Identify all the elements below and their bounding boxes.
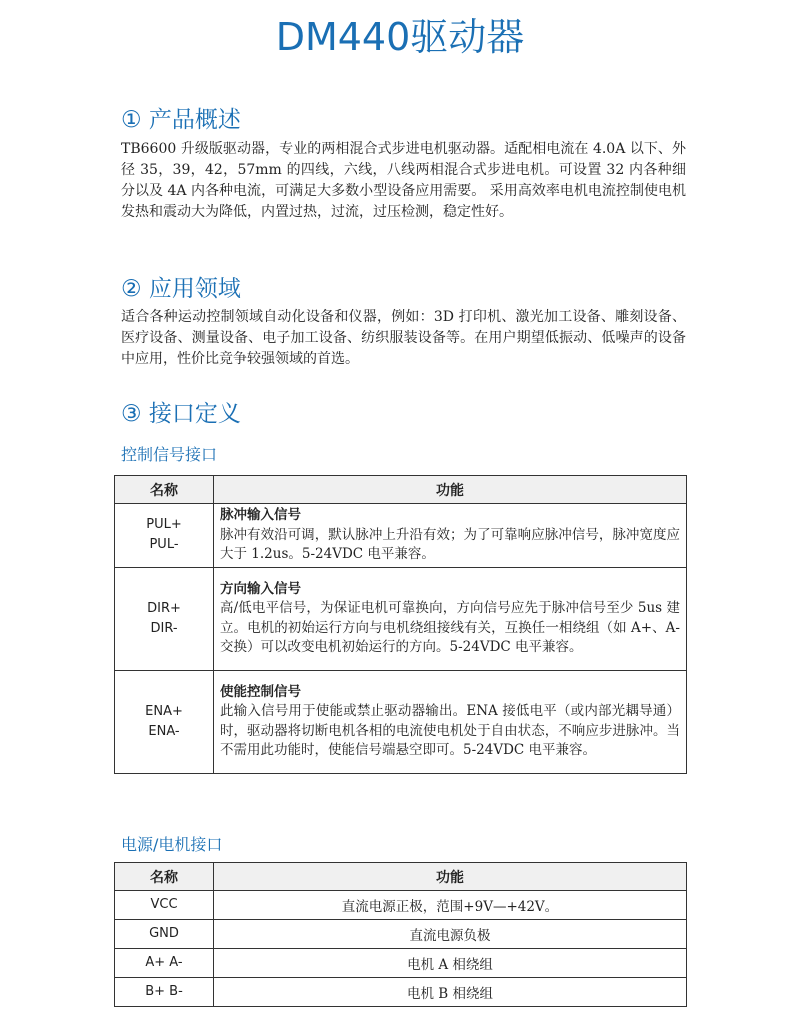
signal-title: 使能控制信号 <box>220 683 301 700</box>
table-row <box>115 949 687 978</box>
signal-function-cell <box>214 567 687 670</box>
signal-title: 方向输入信号 <box>220 580 301 597</box>
signal-name-negative: PUL- <box>149 537 179 553</box>
table-row <box>115 670 687 773</box>
signal-name-cell <box>115 670 214 773</box>
signal-function-cell <box>214 670 687 773</box>
signal-description: 脉冲有效沿可调，默认脉冲上升沿有效；为了可靠响应脉冲信号，脉冲宽度应大于 1.2us。5-24VDC 电平兼容。 <box>220 526 680 563</box>
signal-name-positive: ENA+ <box>145 703 183 719</box>
signal-description: 高/低电平信号，为保证电机可靠换向，方向信号应先于脉冲信号至少 5us 建立。电机的初始运行方向与电机绕组接线有关，互换任一相绕组（如 A+、A-交换）可以改变电机初始运行的方向。5-24VDC 电平兼容。 <box>220 600 680 656</box>
signal-title: 脉冲输入信号 <box>220 507 301 523</box>
control-signal-heading: 控制信号接口 <box>121 445 218 464</box>
signal-name-positive: PUL+ <box>146 517 182 533</box>
page-title: DM440驱动器 <box>275 15 525 59</box>
column-header-name: 名称 <box>115 863 214 891</box>
column-header-name: 名称 <box>115 476 214 504</box>
power-motor-heading: 电源/电机接口 <box>121 835 223 854</box>
signal-name-negative: ENA- <box>148 723 180 739</box>
section-heading-application: ② 应用领域 <box>121 276 241 302</box>
table-row <box>115 978 687 1007</box>
section-heading-overview: ① 产品概述 <box>121 107 241 133</box>
terminal-name-cell: VCC <box>115 891 214 920</box>
terminal-function-cell: 电机 B 相绕组 <box>214 978 687 1007</box>
terminal-name-cell: B+ B- <box>115 978 214 1007</box>
table-row <box>115 920 687 949</box>
terminal-function-cell: 直流电源负极 <box>214 920 687 949</box>
power-motor-table <box>114 862 687 1007</box>
table-row <box>115 891 687 920</box>
table-header-row <box>115 476 687 504</box>
signal-description: 此输入信号用于使能或禁止驱动器输出。ENA 接低电平（或内部光耦导通）时，驱动器将切断电机各相的电流使电机处于自由状态，不响应步进脉冲。当不需用此功能时，使能信号端悬空即可。5-24VDC 电平兼容。 <box>220 703 680 759</box>
terminal-name-cell: GND <box>115 920 214 949</box>
control-signal-table <box>114 475 687 774</box>
signal-name-cell <box>115 567 214 670</box>
terminal-function-cell: 电机 A 相绕组 <box>214 949 687 978</box>
terminal-name-cell: A+ A- <box>115 949 214 978</box>
signal-function-cell <box>214 504 687 568</box>
table-header-row <box>115 863 687 891</box>
terminal-function-cell: 直流电源正极，范围+9V—+42V。 <box>214 891 687 920</box>
signal-name-cell <box>115 504 214 568</box>
table-row <box>115 504 687 568</box>
column-header-function: 功能 <box>214 863 687 891</box>
signal-name-negative: DIR- <box>150 620 178 636</box>
overview-paragraph: TB6600 升级版驱动器，专业的两相混合式步进电机驱动器。适配相电流在 4.0A 以下、外径 35，39，42，57mm 的四线，六线，八线两相混合式步进电机。可设置 32 内各种细分以及 4A 内各种电流，可满足大多数小型设备应用需要。 采用高效率电机电流控制使电机发热和震动大为降低，内置过热，过流，过压检测，稳定性好。 <box>121 141 686 220</box>
signal-name-positive: DIR+ <box>147 600 181 616</box>
column-header-function: 功能 <box>214 476 687 504</box>
application-paragraph: 适合各种运动控制领域自动化设备和仪器，例如：3D 打印机、激光加工设备、雕刻设备、医疗设备、测量设备、电子加工设备、纺织服装设备等。在用户期望低振动、低噪声的设备中应用，性价比竞争较强领域的首选。 <box>121 309 686 367</box>
table-row <box>115 567 687 670</box>
section-heading-interface: ③ 接口定义 <box>121 401 241 427</box>
